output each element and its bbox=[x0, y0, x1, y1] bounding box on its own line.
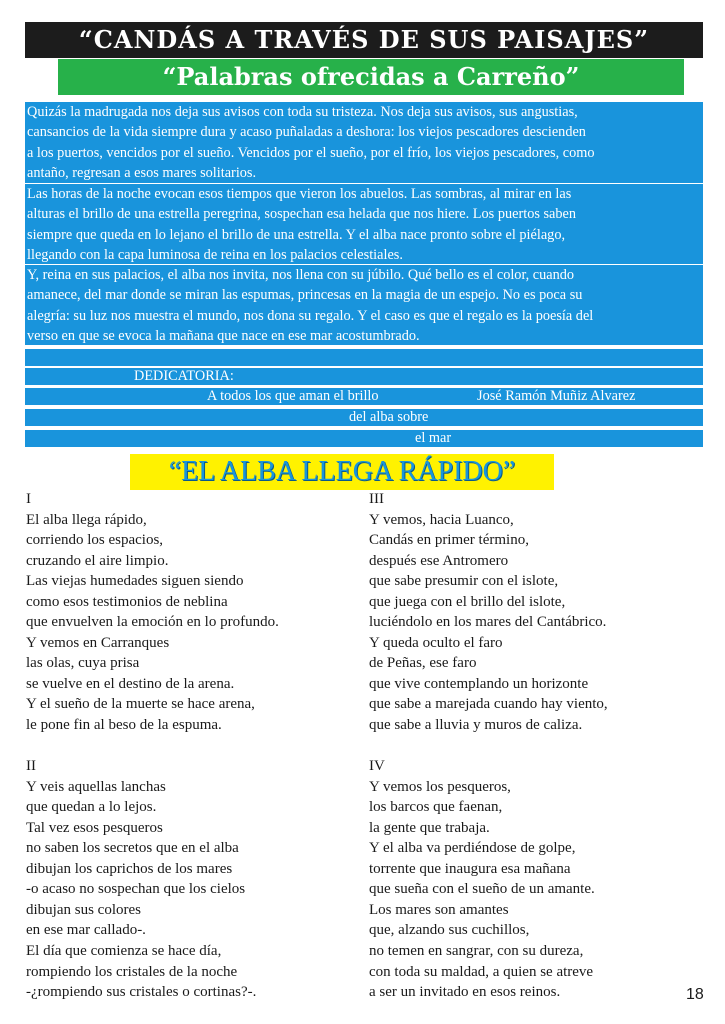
prose-paragraph-2 bbox=[25, 184, 703, 264]
prose-line: alturas el brillo de una estrella peregrina, sospechan esa helada que nos hiere. Los puertos saben bbox=[27, 206, 577, 223]
poem-line bbox=[369, 736, 608, 757]
prose-paragraph-1 bbox=[25, 102, 703, 183]
poem-line: de Peñas, ese faro bbox=[369, 655, 477, 672]
poem-line: II bbox=[26, 758, 36, 775]
prose-line: Las horas de la noche evocan esos tiempos que vieron los abuelos. Las sombras, al mirar en las bbox=[27, 186, 572, 202]
poem-line: se vuelve en el destino de la arena. bbox=[26, 675, 235, 692]
poem-title: “EL ALBA LLEGA RÁPIDO” bbox=[130, 454, 554, 490]
prose-line: amanece, del mar donde se miran las espumas, princesas en la magia de un espejo. No es poca su bbox=[27, 287, 583, 304]
poem-line: Y veis aquellas lanchas bbox=[26, 778, 166, 795]
prose-line: Quizás la madrugada nos deja sus avisos con toda su tristeza. Nos deja sus avisos, sus angustias, bbox=[27, 104, 578, 120]
page-subtitle: “Palabras ofrecidas a Carreño” bbox=[58, 59, 684, 95]
poem-line: rompiendo los cristales de la noche bbox=[26, 963, 238, 980]
poem-line: El alba llega rápido, bbox=[26, 511, 147, 528]
poem-line bbox=[26, 736, 279, 757]
poem-line: los barcos que faenan, bbox=[369, 799, 503, 816]
poem-line: que quedan a lo lejos. bbox=[26, 799, 157, 816]
poem-line: no temen en sangrar, con su dureza, bbox=[369, 943, 584, 960]
prose-line: Y, reina en sus palacios, el alba nos invita, nos llena con su júbilo. Qué bello es el color, cuando bbox=[27, 267, 575, 283]
poem-line: III bbox=[369, 491, 384, 507]
poem-line: I bbox=[26, 491, 31, 507]
poem-line: que sueña con el sueño de un amante. bbox=[369, 881, 595, 898]
poem-line: como esos testimonios de neblina bbox=[26, 593, 228, 610]
dedication-line-3: el mar bbox=[415, 430, 452, 446]
poem-line: Las viejas humedades siguen siendo bbox=[26, 573, 244, 590]
poem-line: Candás en primer término, bbox=[369, 532, 529, 549]
dedication-line-strip bbox=[25, 409, 703, 426]
poem-line: dibujan los caprichos de los mares bbox=[26, 860, 233, 877]
poem-line: que, alzando sus cuchillos, bbox=[369, 922, 530, 939]
poem-line: luciéndolo en los mares del Cantábrico. bbox=[369, 614, 607, 631]
prose-line: cansancios de la vida siempre dura y acaso puñaladas a deshora: los viejos pescadores descienden bbox=[27, 124, 586, 141]
poem-column-right bbox=[369, 489, 608, 1003]
poem-line: que juega con el brillo del islote, bbox=[369, 593, 566, 610]
poem-line: El día que comienza se hace día, bbox=[26, 943, 222, 960]
poem-line: las olas, cuya prisa bbox=[26, 655, 140, 672]
poem-line: Tal vez esos pesqueros bbox=[26, 819, 163, 836]
blue-strip bbox=[25, 349, 703, 366]
prose-line: verso en que se evoca la mañana que nace en ese mar acostumbrado. bbox=[27, 328, 420, 345]
poem-column-left bbox=[26, 489, 279, 1003]
poem-line: a ser un invitado en esos reinos. bbox=[369, 984, 561, 1001]
poem-line: Y vemos en Carranques bbox=[26, 634, 170, 651]
dedication-label: DEDICATORIA: bbox=[134, 368, 234, 384]
dedication-line-1: A todos los que aman el brillo bbox=[207, 388, 379, 404]
poem-line: con toda su maldad, a quien se atreve bbox=[369, 963, 594, 980]
dedication-author: José Ramón Muñiz Alvarez bbox=[477, 388, 636, 404]
poem-line: que sabe presumir con el islote, bbox=[369, 573, 559, 590]
poem-line: torrente que inaugura esa mañana bbox=[369, 860, 571, 877]
poem-line: que sabe a lluvia y muros de caliza. bbox=[369, 717, 583, 734]
poem-line: cruzando el aire limpio. bbox=[26, 552, 169, 569]
poem-line: en ese mar callado-. bbox=[26, 922, 146, 939]
prose-line: llegando con la capa luminosa de reina en los palacios celestiales. bbox=[27, 247, 403, 264]
prose-line: siempre que queda en lo lejano el brillo de una estrella. Y el alba nace pronto sobre el piélago, bbox=[27, 226, 566, 243]
poem-line: dibujan sus colores bbox=[26, 901, 141, 918]
prose-line: antaño, regresan a esos mares solitarios. bbox=[27, 165, 257, 182]
poem-line: Y el sueño de la muerte se hace arena, bbox=[26, 696, 255, 713]
poem-line: la gente que trabaja. bbox=[369, 819, 490, 836]
poem-line: después ese Antromero bbox=[369, 552, 509, 569]
poem-line: Y el alba va perdiéndose de golpe, bbox=[369, 840, 576, 857]
poem-line: Y queda oculto el faro bbox=[369, 634, 503, 651]
dedication-line-strip bbox=[25, 388, 703, 405]
poem-line: Y vemos, hacia Luanco, bbox=[369, 511, 514, 528]
dedication-line-2: del alba sobre bbox=[349, 409, 429, 425]
poem-line: -¿rompiendo sus cristales o cortinas?-. bbox=[26, 984, 257, 1001]
poem-line: que sabe a marejada cuando hay viento, bbox=[369, 696, 608, 713]
poem-line: Los mares son amantes bbox=[369, 901, 509, 918]
poem-line: que vive contemplando un horizonte bbox=[369, 675, 589, 692]
dedication-label-strip bbox=[25, 368, 703, 385]
page-title: “CANDÁS A TRAVÉS DE SUS PAISAJES” bbox=[25, 22, 703, 58]
poem-line: corriendo los espacios, bbox=[26, 532, 164, 549]
poem-line: IV bbox=[369, 758, 385, 775]
page-number: 18 bbox=[686, 986, 704, 1003]
poem-line: Y vemos los pesqueros, bbox=[369, 778, 511, 795]
poem-line: le pone fin al beso de la espuma. bbox=[26, 717, 222, 734]
prose-paragraph-3 bbox=[25, 265, 703, 345]
poem-line: no saben los secretos que en el alba bbox=[26, 840, 239, 857]
prose-line: alegría: su luz nos muestra el mundo, nos dona su regalo. Y el caso es que el regalo es la poesía del bbox=[27, 307, 594, 324]
dedication-line-strip bbox=[25, 430, 703, 447]
poem-line: -o acaso no sospechan que los cielos bbox=[26, 881, 246, 898]
poem-line: que envuelven la emoción en lo profundo. bbox=[26, 614, 279, 631]
prose-line: a los puertos, vencidos por el sueño. Vencidos por el sueño, por el frío, los viejos pescadores, como bbox=[27, 144, 595, 161]
